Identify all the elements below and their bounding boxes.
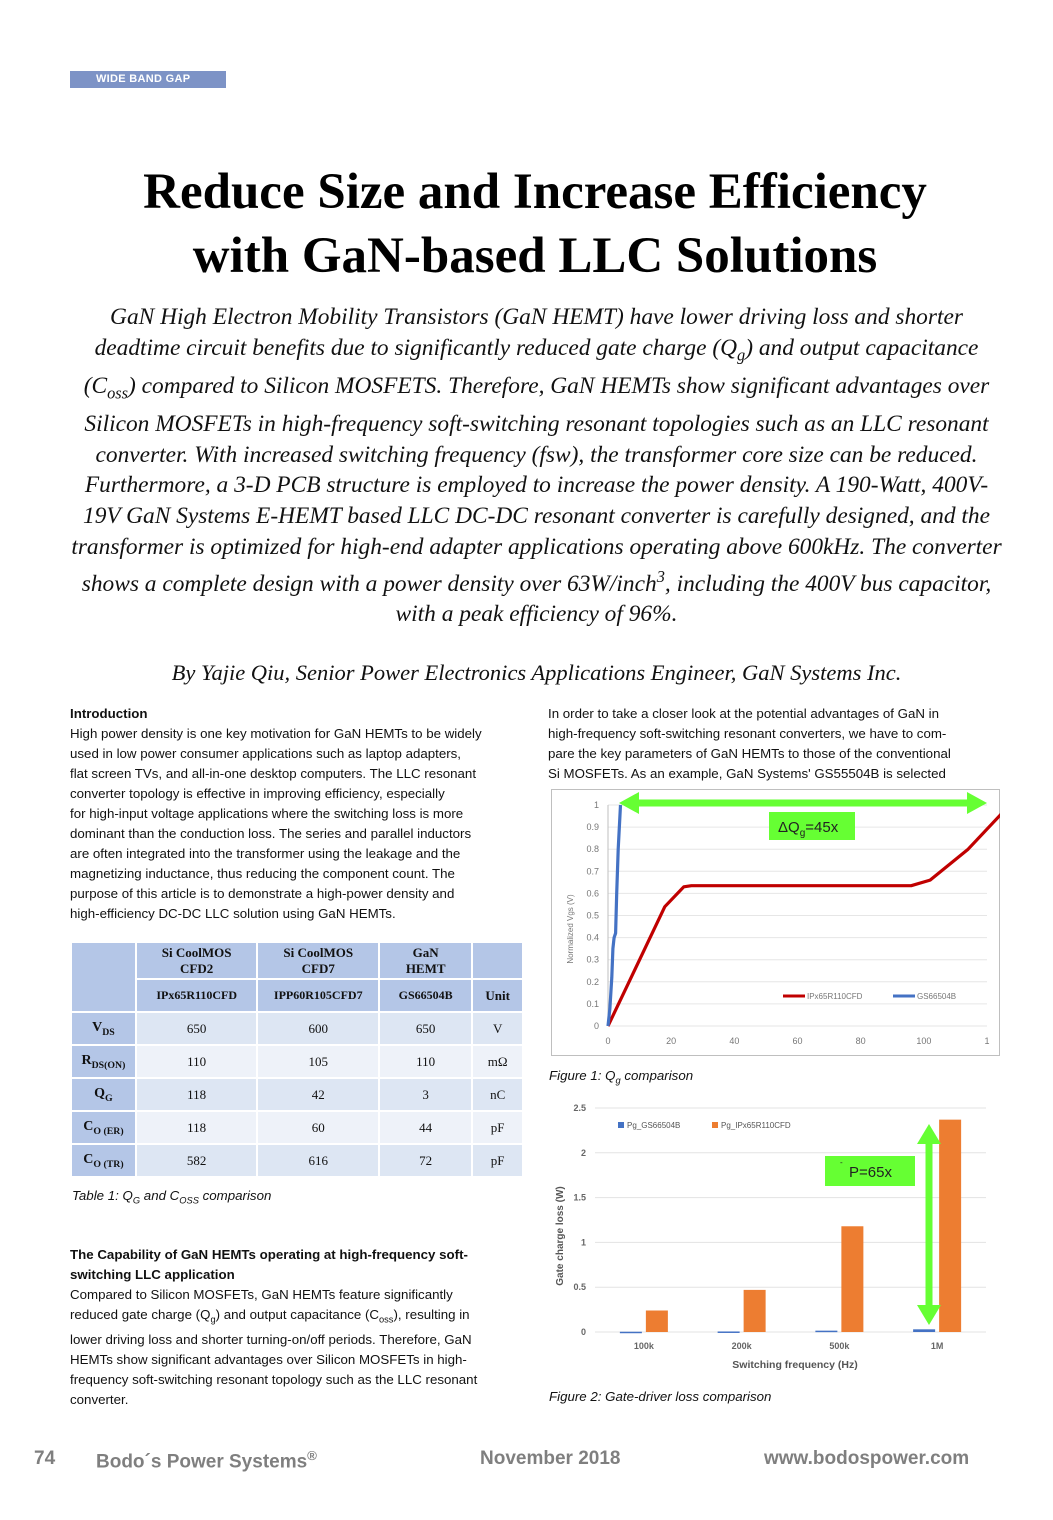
part-number: IPP60R105CFD7 (258, 980, 378, 1011)
arrow-head-top (917, 1124, 941, 1144)
text-part: ) and output capacitance (C (215, 1307, 379, 1322)
table-row (72, 1112, 522, 1143)
intro-line: for high-input voltage applications where the switching loss is more (70, 806, 464, 821)
y-tick-label: 0.1 (586, 998, 599, 1009)
abstract-sup-3: 3 (656, 567, 665, 587)
figure-2-caption: Figure 2: Gate-driver loss comparison (549, 1389, 772, 1404)
y-tick-label: 0 (580, 1327, 586, 1337)
capability-line: Compared to Silicon MOSFETs, GaN HEMTs feature significantly (70, 1287, 453, 1302)
abstract-sub-oss: oss (107, 383, 129, 403)
param-subscript: DS(ON) (91, 1059, 126, 1071)
title-line-1: Reduce Size and Increase Efficiency (143, 164, 927, 220)
capability-line: frequency soft-switching resonant topology such as the LLC resonant (70, 1371, 478, 1387)
x-tick-label: 200k (731, 1341, 752, 1351)
table-cell: 42 (258, 1079, 378, 1110)
text-part: ), resulting in (393, 1307, 470, 1322)
article-title (40, 160, 1030, 288)
y-tick-label: 1 (593, 800, 599, 810)
part-number: IPx65R110CFD (137, 980, 257, 1011)
table-cell: 3 (380, 1079, 471, 1110)
y-tick-label: 2 (580, 1147, 586, 1158)
title-line-2: with GaN-based LLC Solutions (192, 228, 878, 284)
intro-body (70, 724, 530, 924)
table-cell: 110 (380, 1046, 471, 1077)
y-tick-label: 1.5 (573, 1192, 586, 1203)
table-cell: 72 (380, 1145, 471, 1176)
param-subscript: O (ER) (93, 1125, 124, 1137)
text-sub: g (210, 1314, 216, 1325)
legend-label-gan: Pg_GS66504B (627, 1121, 681, 1130)
capability-heading-1: The Capability of GaN HEMTs operating at high-frequency soft- (70, 1247, 468, 1262)
caption-sub: OSS (179, 1195, 199, 1206)
right-intro-line: In order to take a closer look at the potential advantages of GaN in (548, 706, 940, 721)
row-label (72, 1013, 135, 1044)
param-symbol: C (83, 1151, 94, 1167)
annotation-post: =45x (805, 819, 839, 836)
table-row (72, 1013, 522, 1044)
x-tick-label: 100k (633, 1341, 654, 1351)
legend-label-gan: GS66504B (917, 992, 957, 1001)
capability-section (70, 1245, 540, 1410)
y-tick-label: 0.5 (573, 1282, 586, 1293)
table-cell: 60 (258, 1112, 378, 1143)
x-tick-label: 40 (729, 1036, 740, 1046)
x-tick-label: 1M (930, 1341, 944, 1351)
table-corner (72, 943, 135, 1011)
x-tick-label: 20 (666, 1036, 677, 1046)
capability-line (70, 1305, 540, 1330)
capability-line: lower driving loss and shorter turning-on/off periods. Therefore, GaN (70, 1331, 472, 1347)
annotation-text: P=65x (849, 1164, 892, 1181)
y-tick-label: 0.5 (586, 910, 599, 921)
table-row (72, 1145, 522, 1176)
y-tick-label: 0.9 (586, 822, 599, 833)
unit-header: Unit (473, 980, 522, 1011)
intro-line: High power density is one key motivation for GaN HEMTs to be widely (70, 726, 482, 741)
intro-line: converter topology is effective in improving efficiency, especially (70, 786, 445, 801)
param-subscript: G (105, 1092, 113, 1104)
abstract-part-4: , including the 400V bus capacitor, with a peak efficiency of 96%. (395, 570, 992, 628)
table-cell: 105 (258, 1046, 378, 1077)
caption-part: comparison (620, 1068, 694, 1083)
x-tick-label: 500k (829, 1341, 850, 1351)
bar-si (841, 1226, 863, 1332)
y-tick-label: 0.4 (586, 932, 599, 943)
table-cell: 110 (137, 1046, 257, 1077)
bar-gan (620, 1332, 642, 1334)
legend (618, 1121, 791, 1130)
right-intro-line: Si MOSFETs. As an example, GaN Systems' GS55504B is selected (548, 766, 946, 781)
unit-cell: V (473, 1013, 522, 1044)
table-cell: 650 (137, 1013, 257, 1044)
right-intro-line: high-frequency soft-switching resonant converters, we have to com- (548, 726, 947, 741)
bar-si (646, 1310, 668, 1332)
y-tick-label: 0.3 (586, 954, 599, 965)
row-label (72, 1145, 135, 1176)
caption-sub: G (132, 1195, 141, 1206)
legend-swatch-gan (618, 1122, 624, 1128)
row-label (72, 1046, 135, 1077)
byline: By Yajie Qiu, Senior Power Electronics Applications Engineer, GaN Systems Inc. (171, 660, 902, 685)
col-header-cfd2: Si CoolMOS CFD2 (137, 943, 257, 978)
figure-2-chart (549, 1096, 997, 1380)
x-axis-label: Switching frequency (Hz) (732, 1359, 858, 1371)
unit-cell: pF (473, 1145, 522, 1176)
y-tick-label: 0 (593, 1021, 599, 1031)
bar-gan (913, 1329, 935, 1332)
y-axis-label: Normalized Vgs (V) (566, 894, 575, 964)
intro-line: high-efficiency DC-DC LLC solution using GaN HEMTs. (70, 906, 396, 921)
abstract-part-2: ) and output capacitance (C (83, 334, 979, 399)
annotation-sub: g (799, 828, 806, 839)
bar-si (939, 1120, 961, 1332)
col-header-blank (473, 943, 522, 978)
intro-line: magnetizing inductance, thus reducing the component count. The (70, 866, 455, 881)
table-cell: 582 (137, 1145, 257, 1176)
abstract (70, 302, 1003, 630)
col-header-cfd7: Si CoolMOS CFD7 (258, 943, 378, 978)
legend-swatch-si (712, 1122, 718, 1128)
intro-heading: Introduction (70, 706, 148, 721)
intro-line: are often integrated into the transformer using the leakage and the (70, 846, 461, 861)
section-tag: WIDE BAND GAP (70, 71, 226, 88)
arrow-head-bottom (917, 1305, 941, 1325)
row-label (72, 1079, 135, 1110)
table-caption (72, 1188, 271, 1206)
magazine-name (96, 1448, 317, 1473)
capability-heading-2: switching LLC application (70, 1267, 235, 1282)
caption-part: and C (140, 1188, 180, 1203)
power-arrow (917, 1124, 941, 1325)
figure-1-caption (549, 1068, 693, 1086)
capability-line: converter. (70, 1391, 129, 1407)
text-part: reduced gate charge (Q (70, 1307, 211, 1322)
x-tick-label: 60 (792, 1036, 803, 1046)
legend-label-si: IPx65R110CFD (807, 992, 863, 1001)
unit-cell: mΩ (473, 1046, 522, 1077)
table-cell: 118 (137, 1112, 257, 1143)
bar-gan (718, 1331, 740, 1333)
col-header-gan: GaN HEMT (380, 943, 471, 978)
website-url: www.bodospower.com (764, 1448, 970, 1469)
y-tick-label: 0.7 (586, 866, 599, 877)
caption-sub: g (615, 1075, 621, 1086)
legend-label-si: Pg_IPx65R110CFD (721, 1121, 791, 1130)
bar-gan (815, 1331, 837, 1333)
table-row (72, 1079, 522, 1110)
capability-line: HEMTs show significant advantages over Silicon MOSFETs in high- (70, 1351, 467, 1367)
magazine-brand: Bodo´s Power Systems (96, 1451, 308, 1473)
y-tick-label: 0.8 (586, 844, 599, 855)
y-tick-label: 0.6 (586, 888, 599, 899)
param-subscript: O (TR) (93, 1158, 124, 1170)
param-symbol: V (92, 1019, 103, 1035)
param-subscript: DS (102, 1026, 115, 1038)
y-tick-label: 1 (580, 1237, 586, 1248)
spec-table (70, 941, 524, 1178)
annotation-pre: ΔQ (778, 819, 800, 836)
right-intro (548, 704, 1008, 784)
y-tick-label: 2.5 (573, 1103, 586, 1113)
unit-cell: pF (473, 1112, 522, 1143)
param-symbol: Q (94, 1085, 106, 1101)
caption-part: comparison (198, 1188, 272, 1203)
page-number: 74 (34, 1448, 56, 1469)
x-tick-label: 0 (605, 1036, 611, 1046)
y-axis-label: Gate charge loss (W) (555, 1186, 566, 1286)
table-cell: 44 (380, 1112, 471, 1143)
intro-line: used in low power consumer applications such as laptop adapters, (70, 746, 462, 761)
table-row (72, 1046, 522, 1077)
intro-section (70, 704, 530, 924)
part-number: GS66504B (380, 980, 471, 1011)
table-cell: 650 (380, 1013, 471, 1044)
abstract-sub-g: g (737, 345, 746, 365)
x-tick-label: 1 (984, 1036, 990, 1046)
y-tick-label: 0.2 (586, 976, 599, 987)
bar-si (744, 1290, 766, 1332)
capability-body (70, 1285, 540, 1410)
intro-line: dominant than the conduction loss. The series and parallel inductors (70, 826, 472, 841)
annotation-mark: - (840, 1158, 843, 1167)
issue-date: November 2018 (480, 1448, 621, 1469)
abstract-part-1: GaN High Electron Mobility Transistors (GaN HEMT) have lower driving loss and shorter deadtime circuit benefits due to significantly reduced gate charge (Q (94, 304, 963, 361)
registered-mark: ® (307, 1448, 317, 1463)
param-symbol: C (83, 1118, 94, 1134)
right-intro-line: pare the key parameters of GaN HEMTs to those of the conventional (548, 746, 951, 761)
table-cell: 600 (258, 1013, 378, 1044)
param-symbol: R (81, 1052, 92, 1068)
intro-line: flat screen TVs, and all-in-one desktop computers. The LLC resonant (70, 766, 477, 781)
figure-1-chart (551, 789, 1000, 1056)
row-label (72, 1112, 135, 1143)
caption-part: Figure 1: Q (549, 1068, 616, 1083)
text-sub: oss (378, 1314, 394, 1325)
caption-part: Table 1: Q (72, 1188, 133, 1203)
x-tick-label: 80 (855, 1036, 866, 1046)
intro-line: purpose of this article is to demonstrate a high-power density and (70, 886, 455, 901)
x-tick-label: 100 (916, 1036, 932, 1046)
unit-cell: nC (473, 1079, 522, 1110)
abstract-part-3: ) compared to Silicon MOSFETS. Therefore, GaN HEMTs show significant advantages over Silicon MOSFETs in high-frequency soft-switching resonant topologies such as an LLC resonant converter. With increased switching frequency (fsw), the transformer core size can be reduced. Furthermore, a 3-D PCB structure is employed to increase the power density. A 190-Watt, 400V-19V GaN Systems E-HEMT based LLC DC-DC resonant converter is carefully designed, and the transformer is optimized for high-end adapter applications operating above 600kHz. The converter shows a complete design with a power density over 63W/inch (71, 372, 1002, 597)
table-cell: 616 (258, 1145, 378, 1176)
table-cell: 118 (137, 1079, 257, 1110)
